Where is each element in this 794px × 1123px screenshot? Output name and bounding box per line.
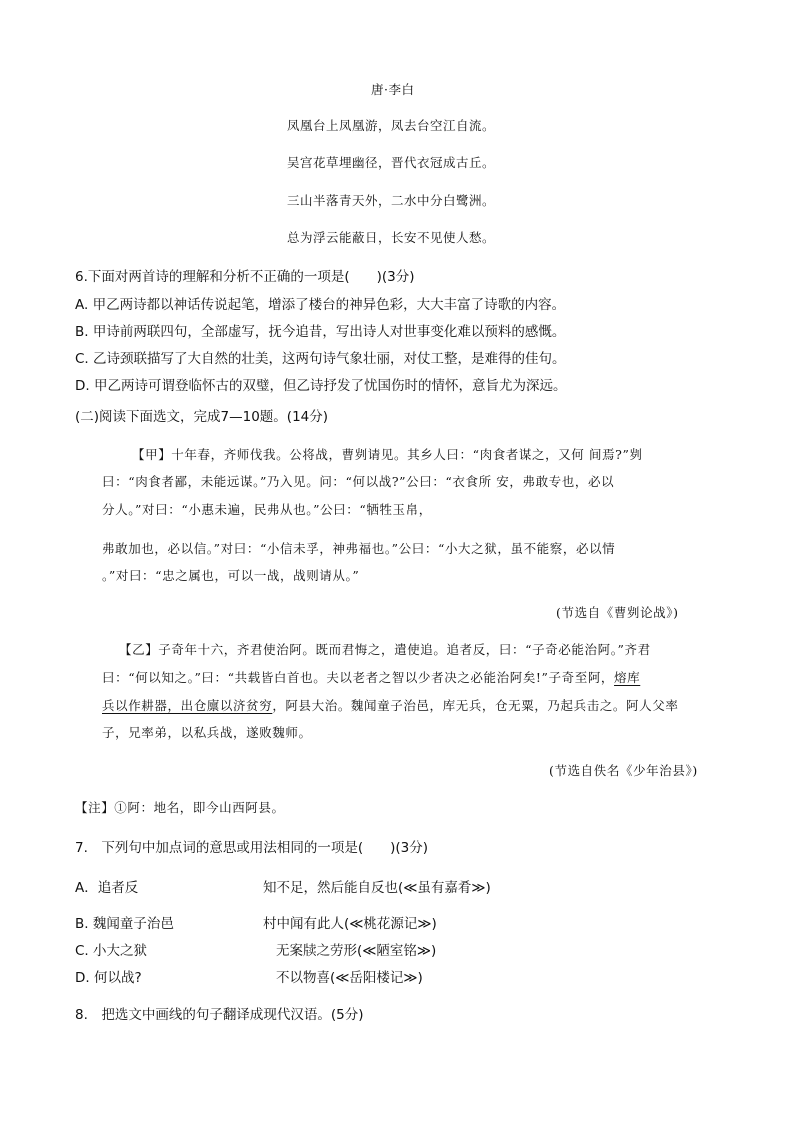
question-6-stem: 6.下面对两首诗的理解和分析不正确的一项是( )(3分): [75, 269, 415, 285]
question-6-option-d: D. 甲乙两诗可谓登临怀古的双璧，但乙诗抒发了忧国伤时的情怀，意旨尤为深远。: [75, 378, 567, 394]
question-6-option-b: B. 甲诗前两联四句，全部虚写，抚今追昔，写出诗人对世事变化难以预料的感慨。: [75, 324, 566, 340]
passage-yi-text: 曰：“何以知之。”曰：“共载皆白首也。夫以老者之智以少者决之必能治阿矣!”子奇至阿，: [102, 670, 615, 685]
question-7-stem: 7. 下列句中加点词的意思或用法相同的一项是( )(3分): [75, 840, 429, 856]
question-7-option-b-right: 村中闻有此人(≪桃花源记≫): [263, 916, 437, 932]
section-2-heading: (二)阅读下面选文，完成7—10题。(14分): [75, 409, 329, 425]
passage-jia-line: 。”对曰：“忠之属也，可以一战，战则请从。”: [102, 568, 360, 583]
passage-yi-text: ，阿县大治。魏闻童子治邑，库无兵，仓无粟，乃起兵击之。阿人父率: [272, 698, 679, 713]
passage-jia-source: (节选自《曹刿论战》): [556, 605, 679, 620]
question-7-option-a-left: A．追者反: [75, 880, 139, 896]
question-7-option-d-right: 不以物喜(≪岳阳楼记≫): [276, 970, 423, 986]
passage-yi-line: 【乙】子奇年十六，齐君使治阿。既而君悔之，遣使追。追者反，曰：“子奇必能治阿。”齐君: [119, 642, 651, 657]
question-7-option-b-left: B. 魏闻童子治邑: [75, 916, 174, 932]
poem-line: 三山半落青天外，二水中分白鹭洲。: [287, 193, 496, 208]
question-6-option-c: C. 乙诗颈联描写了大自然的壮美，这两句诗气象壮丽，对仗工整，是难得的佳句。: [75, 351, 566, 367]
underlined-sentence: 熔库: [614, 670, 641, 685]
passage-yi-line: [102, 696, 678, 714]
question-8-stem: 8. 把选文中画线的句子翻译成现代汉语。(5分): [75, 1007, 364, 1023]
question-7-option-a-right: 知不足，然后能自反也(≪虽有嘉肴≫): [263, 880, 491, 896]
question-7-option-c-left: C. 小大之狱: [75, 943, 148, 959]
passage-jia-line: 曰：“肉食者鄙，未能远谋。”乃入见。问：“何以战?”公曰：“衣食所 安，弗敢专也，必以: [102, 474, 615, 489]
underlined-sentence: 兵以作耕器，出仓廪以济贫穷: [102, 698, 273, 713]
passage-jia-line: 弗敢加也，必以信。”对曰：“小信未孚，神弗福也。”公曰：“小大之狱，虽不能察，必以情: [102, 541, 616, 556]
question-6-option-a: A. 甲乙两诗都以神话传说起笔，增添了楼台的神异色彩，大大丰富了诗歌的内容。: [75, 297, 566, 313]
poem-line: 吴宫花草埋幽径，晋代衣冠成古丘。: [287, 155, 496, 170]
passage-yi-line: [102, 668, 640, 686]
passage-yi-source: (节选自佚名《少年治县》): [549, 763, 698, 778]
poem-line: 凤凰台上凤凰游，凤去台空江自流。: [287, 118, 496, 133]
passage-jia-line: 【甲】十年春，齐师伐我。公将战，曹刿请见。其乡人曰：“肉食者谋之，又何 间焉?”刿: [132, 447, 643, 462]
annotation-note: 【注】①阿：地名，即今山西阿县。: [75, 800, 285, 815]
passage-yi-line: 子，兄率弟，以私兵战，遂败魏师。: [102, 725, 312, 740]
poem-line: 总为浮云能蔽日，长安不见使人愁。: [287, 230, 496, 245]
poem-author: 唐·李白: [371, 82, 415, 97]
passage-jia-line: 分人。”对曰：“小惠未遍，民弗从也。”公曰：“牺牲玉帛，: [102, 502, 432, 517]
question-7-option-d-left: D. 何以战?: [75, 970, 142, 986]
question-7-option-c-right: 无案牍之劳形(≪陋室铭≫): [276, 943, 437, 959]
